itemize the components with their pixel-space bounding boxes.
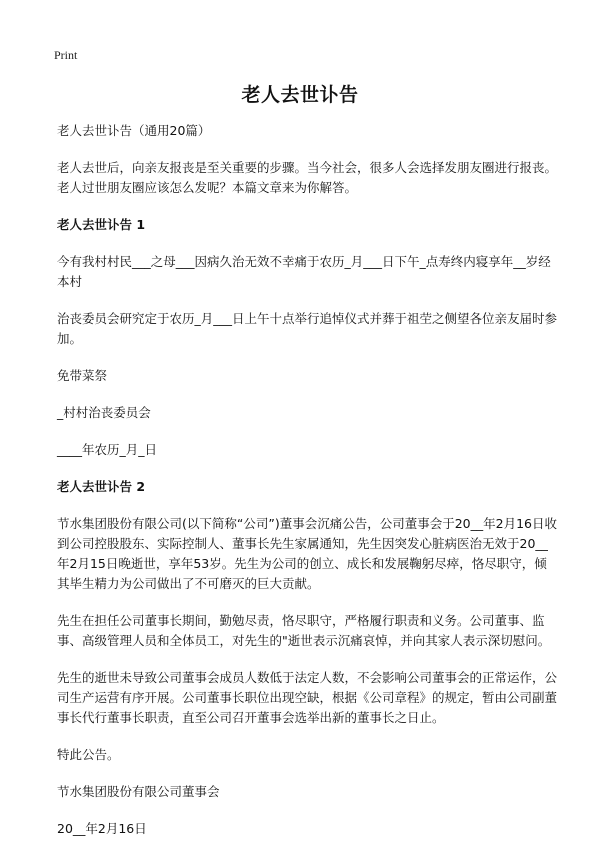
document-body: [57, 121, 557, 856]
section1-paragraph: 免带菜祭: [57, 368, 108, 383]
section-heading-2: 老人去世讣告 2: [57, 479, 146, 494]
page-title: 老人去世讣告: [241, 84, 359, 106]
section2-paragraph: 节水集团股份有限公司(以下简称“公司”)董事会沉痛公告，公司董事会于20__年2月16日收到公司控股股东、实际控制人、董事长先生家属通知，先生因突发心脏病医治无效于20__年2月15日晚逝世，享年53岁。先生为公司的创立、成长和发展鞠躬尽瘁，恪尽职守，倾其毕生精力为公司做出了不可磨灭的巨大贡献。: [57, 516, 557, 591]
section1-paragraph: 今有我村村民___之母___因病久治无效不幸痛于农历_月___日下午_点寿终内寝享年__岁经本村: [57, 254, 551, 289]
intro-paragraph: 老人去世后，向亲友报丧是至关重要的步骤。当今社会，很多人会选择发朋友圈进行报丧。老人过世朋友圈应该怎么发呢？本篇文章来为你解答。: [57, 160, 558, 195]
section2-paragraph: 先生在担任公司董事长期间，勤勉尽责，恪尽职守，严格履行职责和义务。公司董事、监事、高级管理人员和全体员工，对先生的"逝世表示沉痛哀悼，并向其家人表示深切慰问。: [57, 613, 551, 648]
section1-paragraph: 治丧委员会研究定于农历_月___日上午十点举行追悼仪式并葬于祖茔之侧望各位亲友届时参加。: [57, 311, 558, 346]
section2-paragraph: 20__年2月16日: [57, 821, 147, 836]
section-heading-1: 老人去世讣告 1: [57, 217, 146, 232]
section2-paragraph: 先生的逝世未导致公司董事会成员人数低于法定人数，不会影响公司董事会的正常运作，公司生产运营有序开展。公司董事长职位出现空缺，根据《公司章程》的规定，暂由公司副董事长代行董事长职责，直至公司召开董事会选举出新的董事长之日止。: [57, 670, 558, 725]
subtitle: 老人去世讣告（通用20篇）: [57, 123, 211, 138]
section2-paragraph: 节水集团股份有限公司董事会: [57, 784, 220, 799]
section1-paragraph: ____年农历_月_日: [57, 442, 158, 457]
section1-paragraph: _村村治丧委员会: [57, 405, 151, 420]
section2-paragraph: 特此公告。: [57, 747, 120, 762]
print-label[interactable]: Print: [54, 48, 78, 62]
